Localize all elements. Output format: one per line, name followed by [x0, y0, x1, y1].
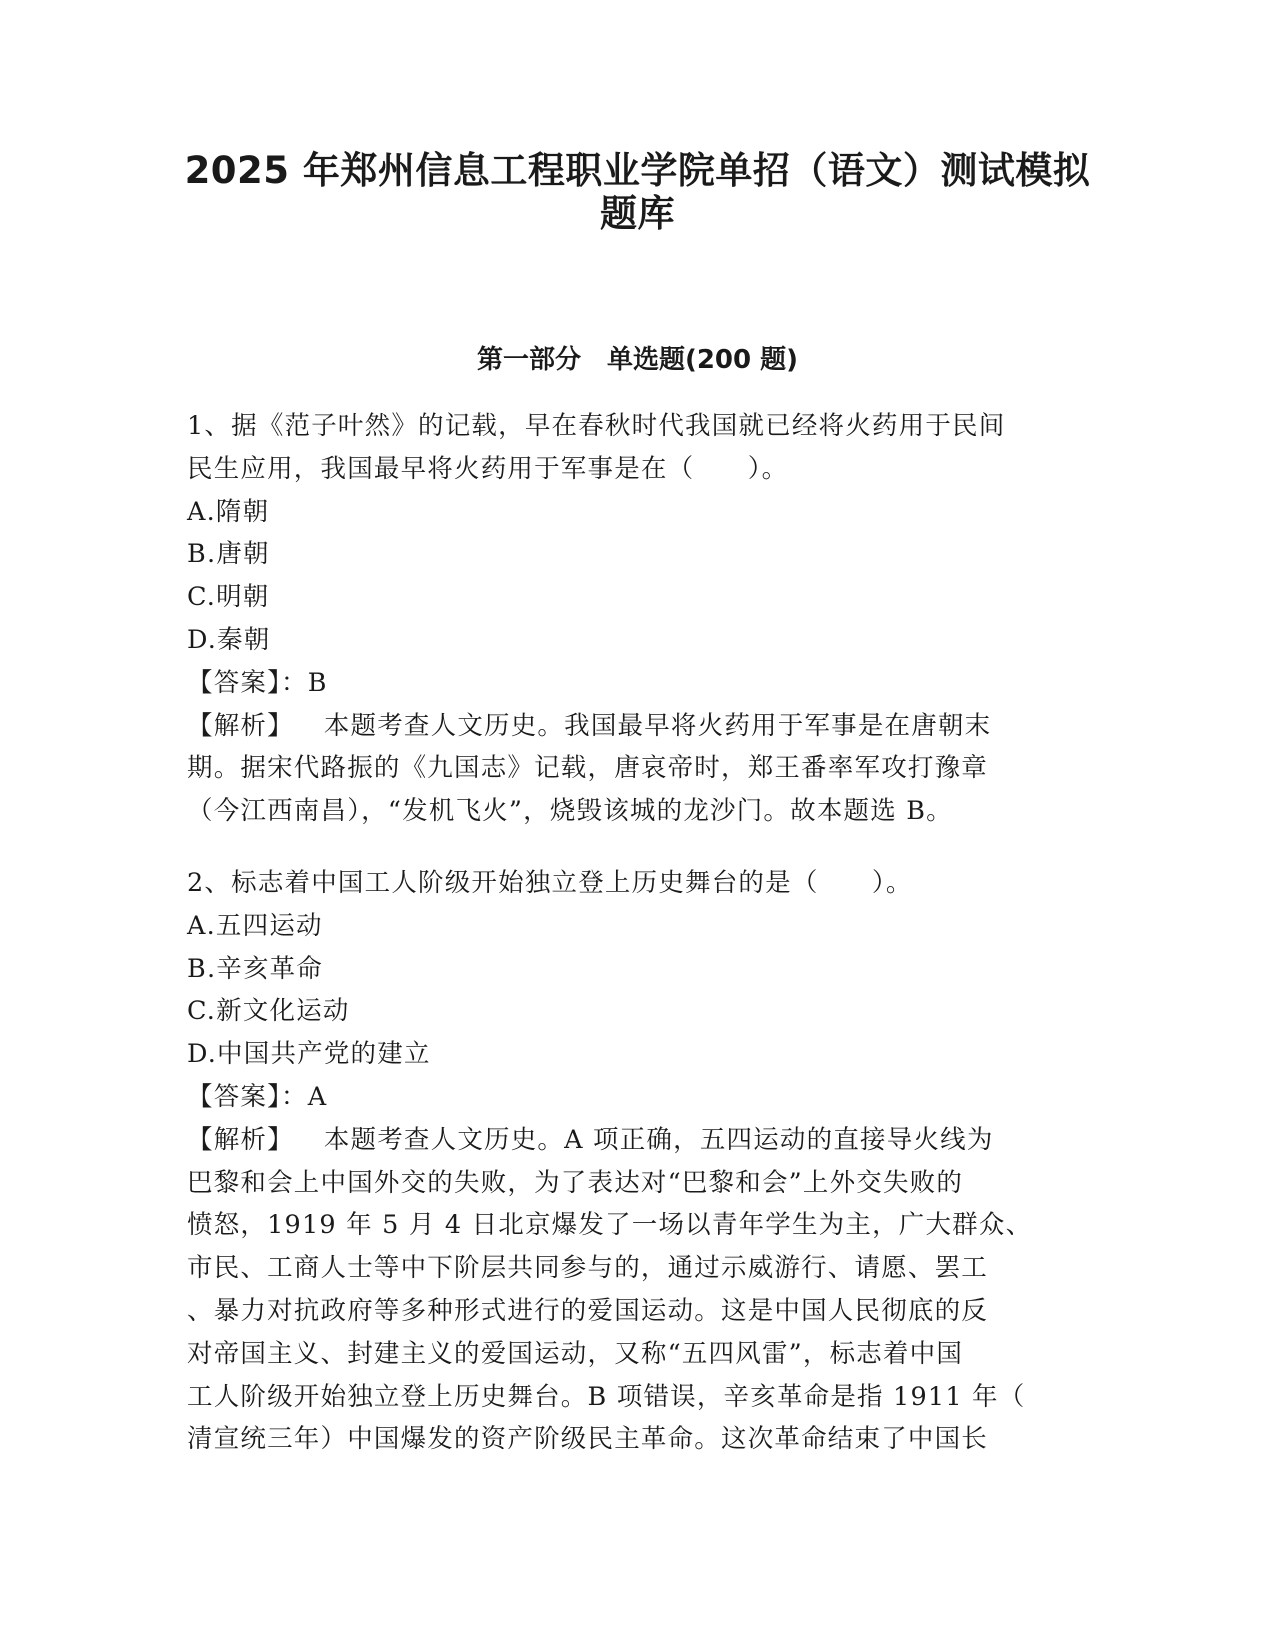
analysis-label: 【解析】 [187, 1124, 294, 1155]
answer-label: 【答案】： [187, 1081, 308, 1112]
answer-line [187, 1076, 1087, 1119]
option-d: D.秦朝 [187, 624, 271, 655]
analysis-line: 对帝国主义、封建主义的爱国运动，又称“五四风雷”，标志着中国 [187, 1338, 964, 1369]
analysis-line [187, 705, 1087, 748]
answer-value: A [307, 1081, 328, 1112]
question-1 [187, 405, 1087, 833]
document-title-line-2: 题库 [600, 191, 675, 235]
option-c: C.新文化运动 [187, 996, 350, 1027]
option-b: B.辛亥革命 [187, 953, 324, 984]
section-heading: 第一部分 单选题(200 题) [476, 345, 799, 375]
analysis-line: 市民、工商人士等中下阶层共同参与的，通过示威游行、请愿、罢工 [187, 1253, 989, 1284]
analysis-line [187, 1119, 1087, 1162]
option-d: D.中国共产党的建立 [187, 1039, 431, 1070]
document-title-line-1: 2025 年郑州信息工程职业学院单招（语文）测试模拟 [184, 149, 1091, 192]
analysis-line: （今江西南昌），“发机飞火”，烧毁该城的龙沙门。故本题选 B。 [187, 796, 953, 827]
analysis-line: 愤怒，1919 年 5 月 4 日北京爆发了一场以青年学生为主，广大群众、 [187, 1210, 1033, 1241]
analysis-line: 清宣统三年）中国爆发的资产阶级民主革命。这次革命结束了中国长 [187, 1424, 989, 1455]
option-a: A.隋朝 [187, 496, 270, 527]
question-stem-line: 2、标志着中国工人阶级开始独立登上历史舞台的是（ ）。 [187, 868, 913, 898]
analysis-text: 本题考查人文历史。A 项正确，五四运动的直接导火线为 [323, 1124, 994, 1155]
answer-label: 【答案】： [187, 667, 308, 698]
answer-line [187, 662, 1087, 705]
analysis-line: 工人阶级开始独立登上历史舞台。B 项错误，辛亥革命是指 1911 年（ [187, 1381, 1026, 1412]
analysis-line: 巴黎和会上中国外交的失败，为了表达对“巴黎和会”上外交失败的 [187, 1167, 964, 1198]
option-b: B.唐朝 [187, 539, 270, 570]
option-c: C.明朝 [187, 582, 270, 613]
analysis-line: 、暴力对抗政府等多种形式进行的爱国运动。这是中国人民彻底的反 [187, 1295, 989, 1326]
question-stem-line: 1、据《范子叶然》的记载，早在春秋时代我国就已经将火药用于民间 [187, 411, 1006, 441]
analysis-line: 期。据宋代路振的《九国志》记载，唐哀帝时，郑王番率军攻打豫章 [187, 753, 989, 784]
option-a: A.五四运动 [187, 910, 323, 941]
analysis-text: 本题考查人文历史。我国最早将火药用于军事是在唐朝末 [323, 710, 992, 741]
answer-value: B [307, 667, 328, 698]
document-title [180, 142, 1095, 235]
analysis-label: 【解析】 [187, 710, 294, 741]
question-2 [187, 862, 1087, 1461]
question-stem-line: 民生应用，我国最早将火药用于军事是在（ ）。 [187, 453, 789, 484]
